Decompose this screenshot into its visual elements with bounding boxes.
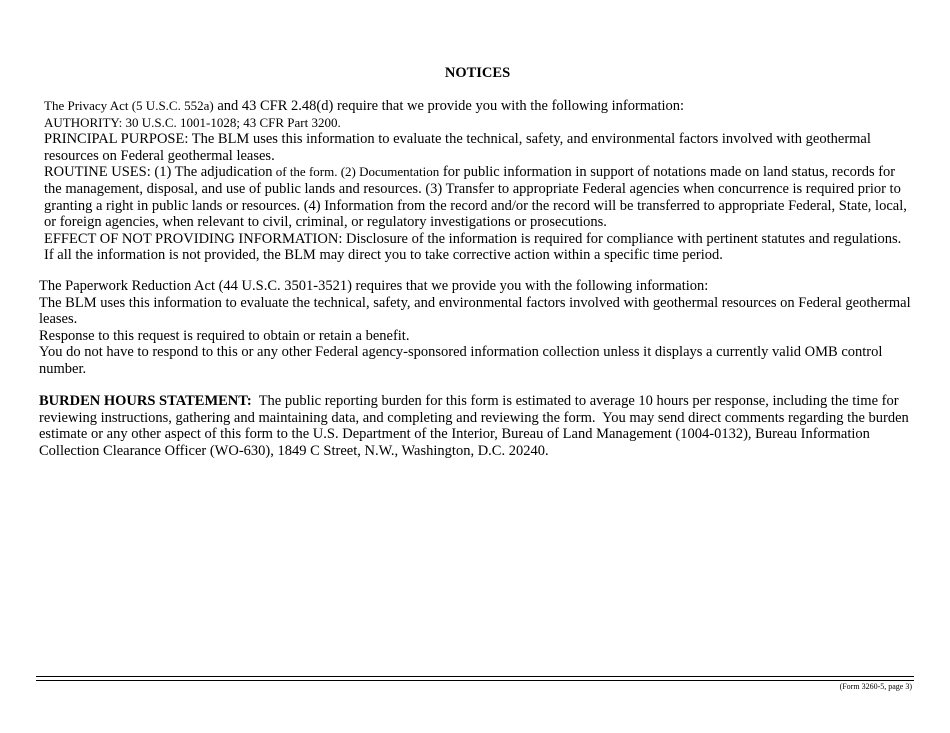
paperwork-omb: You do not have to respond to this or any other Federal agency-sponsored information collection unless it displays a currently valid OMB control number. — [39, 344, 883, 377]
paperwork-intro: The Paperwork Reduction Act (44 U.S.C. 3501-3521) requires that we provide you with the following information: — [39, 278, 709, 294]
page-title: NOTICES — [444, 65, 511, 81]
burden-text: The public reporting burden for this form is estimated to average 10 hours per response, including the time for reviewing instructions, gathering and maintaining data, and completing and reviewing the form. You may send direct comments regarding the burden estimate or any other aspect of this form to the U.S. Department of the Interior, Bureau of Land Management (1004-0132), Bureau Information Collection Clearance Officer (WO-630), 1849 C Street, N.W., Washington, D.C. 20240. — [39, 393, 913, 459]
privacy-act-section — [44, 98, 914, 264]
routine-uses-paragraph — [44, 164, 914, 230]
burden-hours-section — [39, 393, 919, 459]
privacy-intro-citation: The Privacy Act (5 U.S.C. 552a) — [44, 98, 214, 113]
footer-divider-top — [36, 676, 914, 677]
authority-line — [44, 115, 914, 132]
effect-paragraph: EFFECT OF NOT PROVIDING INFORMATION: Disclosure of the information is required for compliance with pertinent statutes and regulations. If all the information is not provided, the BLM may direct you to take corrective action within a specific time period. — [44, 230, 902, 264]
principal-purpose-paragraph: PRINCIPAL PURPOSE: The BLM uses this information to evaluate the technical, safety, and environmental factors involved with geothermal resources on Federal geothermal leases. — [44, 131, 871, 164]
routine-uses-part-a: ROUTINE USES: (1) The adjudication — [44, 164, 273, 181]
paperwork-reduction-section — [39, 278, 919, 378]
paperwork-response: Response to this request is required to obtain or retain a benefit. — [39, 327, 410, 344]
paperwork-use: The BLM uses this information to evaluate the technical, safety, and environmental factors involved with geothermal resources on Federal geothermal leases. — [39, 294, 911, 328]
privacy-intro-text: and 43 CFR 2.48(d) require that we provide you with the following information: — [213, 98, 685, 114]
routine-uses-part-b: of the form. (2) Documentation — [272, 164, 440, 180]
privacy-intro — [44, 98, 914, 115]
footer-divider-bottom — [36, 680, 914, 681]
authority-text: AUTHORITY: 30 U.S.C. 1001-1028; 43 CFR Part 3200. — [44, 114, 341, 130]
burden-heading: BURDEN HOURS STATEMENT: — [39, 393, 252, 409]
form-page-label: (Form 3260-5, page 3) — [839, 682, 912, 691]
routine-uses-part-c: for public information in support of notations made on land status, records for the management, disposal, and use of public lands and resources. (3) Transfer to appropriate Federal agencies when concurrence is required prior to granting a right in public lands or resources. (4) Information from the record and/or the record will be transferred to appropriate Federal, State, local, or foreign agencies, when relevant to civil, criminal, or regulatory investigations or prosecutions. — [44, 164, 907, 231]
